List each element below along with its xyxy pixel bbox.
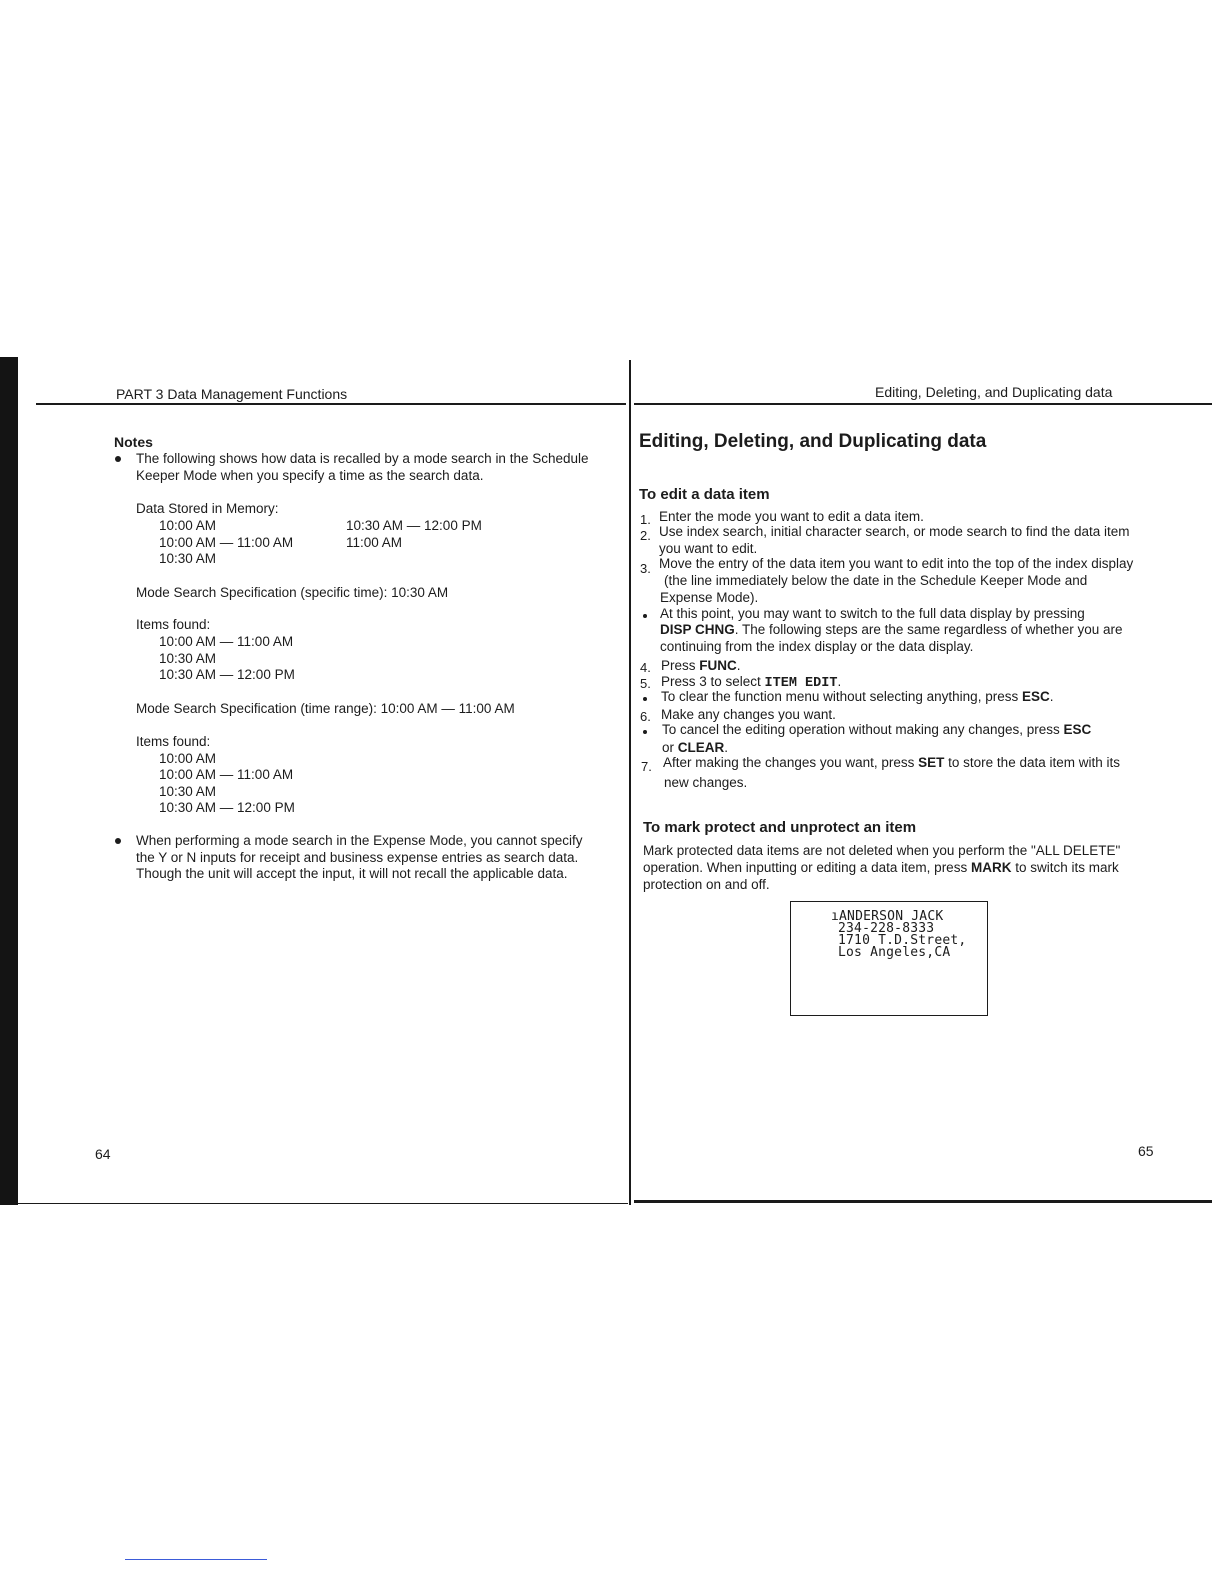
left-bottom-rule bbox=[18, 1203, 628, 1204]
protect-line2: operation. When inputting or editing a data item, press MARK to switch its mark bbox=[643, 860, 1119, 875]
stored-title: Data Stored in Memory: bbox=[136, 501, 279, 516]
bullet-icon bbox=[643, 697, 647, 701]
left-page-header: PART 3 Data Management Functions bbox=[116, 386, 348, 402]
found-item: 10:00 AM bbox=[159, 751, 217, 766]
bullet-3-line2: or CLEAR. bbox=[662, 740, 729, 755]
step-7-line1: After making the changes you want, press SET to store the data item with its bbox=[663, 755, 1120, 770]
key-func: FUNC bbox=[699, 658, 737, 673]
mode-spec-range: Mode Search Specification (time range): 10:00 AM — 11:00 AM bbox=[136, 701, 515, 716]
step-number: 3. bbox=[640, 561, 651, 576]
right-header-rule bbox=[634, 403, 1212, 405]
found-item: 10:30 AM bbox=[159, 651, 217, 666]
step-1-text: Enter the mode you want to edit a data item. bbox=[659, 509, 924, 524]
protect-heading: To mark protect and unprotect an item bbox=[643, 819, 917, 836]
key-esc: ESC bbox=[1063, 722, 1092, 737]
right-page-header: Editing, Deleting, and Duplicating data bbox=[875, 384, 1113, 400]
stored-item: 10:30 AM — 12:00 PM bbox=[346, 518, 482, 533]
found-item: 10:00 AM — 11:00 AM bbox=[159, 767, 294, 782]
key-mark: MARK bbox=[970, 860, 1012, 875]
page-title: Editing, Deleting, and Duplicating data bbox=[639, 431, 987, 452]
step-7-line2: new changes. bbox=[664, 775, 748, 790]
key-set: SET bbox=[918, 755, 945, 770]
edit-heading: To edit a data item bbox=[639, 486, 770, 503]
left-page-number: 64 bbox=[95, 1146, 111, 1162]
note1-line1: The following shows how data is recalled by a mode search in the Schedule bbox=[136, 451, 589, 466]
lcd-line: 1710 T.D.Street, bbox=[838, 933, 967, 948]
bullet-1-line3: continuing from the index display or the data display. bbox=[660, 639, 974, 654]
step-2-line2: you want to edit. bbox=[659, 541, 758, 556]
step-5-text: Press 3 to select ITEM EDIT. bbox=[661, 674, 842, 691]
step-3-line2: (the line immediately below the date in the Schedule Keeper Mode and bbox=[664, 573, 1088, 588]
binding-rule bbox=[629, 360, 631, 1205]
found-item: 10:30 AM — 12:00 PM bbox=[159, 667, 295, 682]
key-disp-chng: DISP CHNG bbox=[660, 622, 735, 637]
note2-line3: Though the unit will accept the input, it will not recall the applicable data. bbox=[136, 866, 568, 881]
stored-item: 10:00 AM — 11:00 AM bbox=[159, 535, 294, 550]
step-3-line3: Expense Mode). bbox=[660, 590, 759, 605]
key-clear: CLEAR bbox=[677, 740, 725, 755]
bullet-3-line1: To cancel the editing operation without making any changes, press ESC bbox=[662, 722, 1092, 737]
lcd-line: Los Angeles,CA bbox=[838, 945, 951, 960]
step-number: 7. bbox=[641, 759, 652, 774]
found-item: 10:30 AM bbox=[159, 784, 217, 799]
right-page-number: 65 bbox=[1138, 1143, 1154, 1159]
bullet-1-line2: DISP CHNG. The following steps are the same regardless of whether you are bbox=[660, 622, 1123, 637]
step-number: 5. bbox=[640, 676, 651, 691]
bullet-icon bbox=[115, 838, 121, 844]
bullet-2-text: To clear the function menu without selecting anything, press ESC. bbox=[661, 689, 1054, 704]
protect-line1: Mark protected data items are not deleted when you perform the "ALL DELETE" bbox=[643, 843, 1121, 858]
right-bottom-rule bbox=[634, 1200, 1212, 1203]
left-header-rule bbox=[36, 403, 626, 405]
stored-item: 10:00 AM bbox=[159, 518, 217, 533]
bullet-1-line1: At this point, you may want to switch to the full data display by pressing bbox=[660, 606, 1085, 621]
found-item: 10:30 AM — 12:00 PM bbox=[159, 800, 295, 815]
step-6-text: Make any changes you want. bbox=[661, 707, 836, 722]
lcd-line: 234-228-8333 bbox=[838, 921, 935, 936]
bullet-icon bbox=[643, 730, 647, 734]
key-item-edit: ITEM EDIT bbox=[764, 676, 838, 691]
lcd-display bbox=[790, 901, 988, 1016]
bullet-icon bbox=[643, 614, 647, 618]
key-esc: ESC bbox=[1021, 689, 1050, 704]
step-number: 6. bbox=[640, 709, 651, 724]
found2-title: Items found: bbox=[136, 734, 211, 749]
found-item: 10:00 AM — 11:00 AM bbox=[159, 634, 294, 649]
mode-spec-specific: Mode Search Specification (specific time): 10:30 AM bbox=[136, 585, 449, 600]
stored-item: 11:00 AM bbox=[346, 535, 403, 550]
lcd-line: ıANDERSON JACK bbox=[831, 909, 944, 924]
step-number: 2. bbox=[640, 528, 651, 543]
protect-line3: protection on and off. bbox=[643, 877, 770, 892]
scan-mark-line bbox=[125, 1559, 267, 1560]
notes-title: Notes bbox=[114, 434, 153, 450]
note2-line1: When performing a mode search in the Expense Mode, you cannot specify bbox=[136, 833, 583, 848]
step-number: 1. bbox=[640, 512, 651, 527]
step-2-line1: Use index search, initial character search, or mode search to find the data item bbox=[659, 524, 1130, 539]
step-3-line1: Move the entry of the data item you want to edit into the top of the index display bbox=[659, 556, 1134, 571]
stored-item: 10:30 AM bbox=[159, 551, 217, 566]
scan-edge bbox=[0, 357, 18, 1205]
step-number: 4. bbox=[640, 660, 651, 675]
note2-line2: the Y or N inputs for receipt and business expense entries as search data. bbox=[136, 850, 579, 865]
found1-title: Items found: bbox=[136, 617, 211, 632]
step-4-text: Press FUNC. bbox=[661, 658, 741, 673]
note1-line2: Keeper Mode when you specify a time as the search data. bbox=[136, 468, 484, 483]
bullet-icon bbox=[115, 456, 121, 462]
